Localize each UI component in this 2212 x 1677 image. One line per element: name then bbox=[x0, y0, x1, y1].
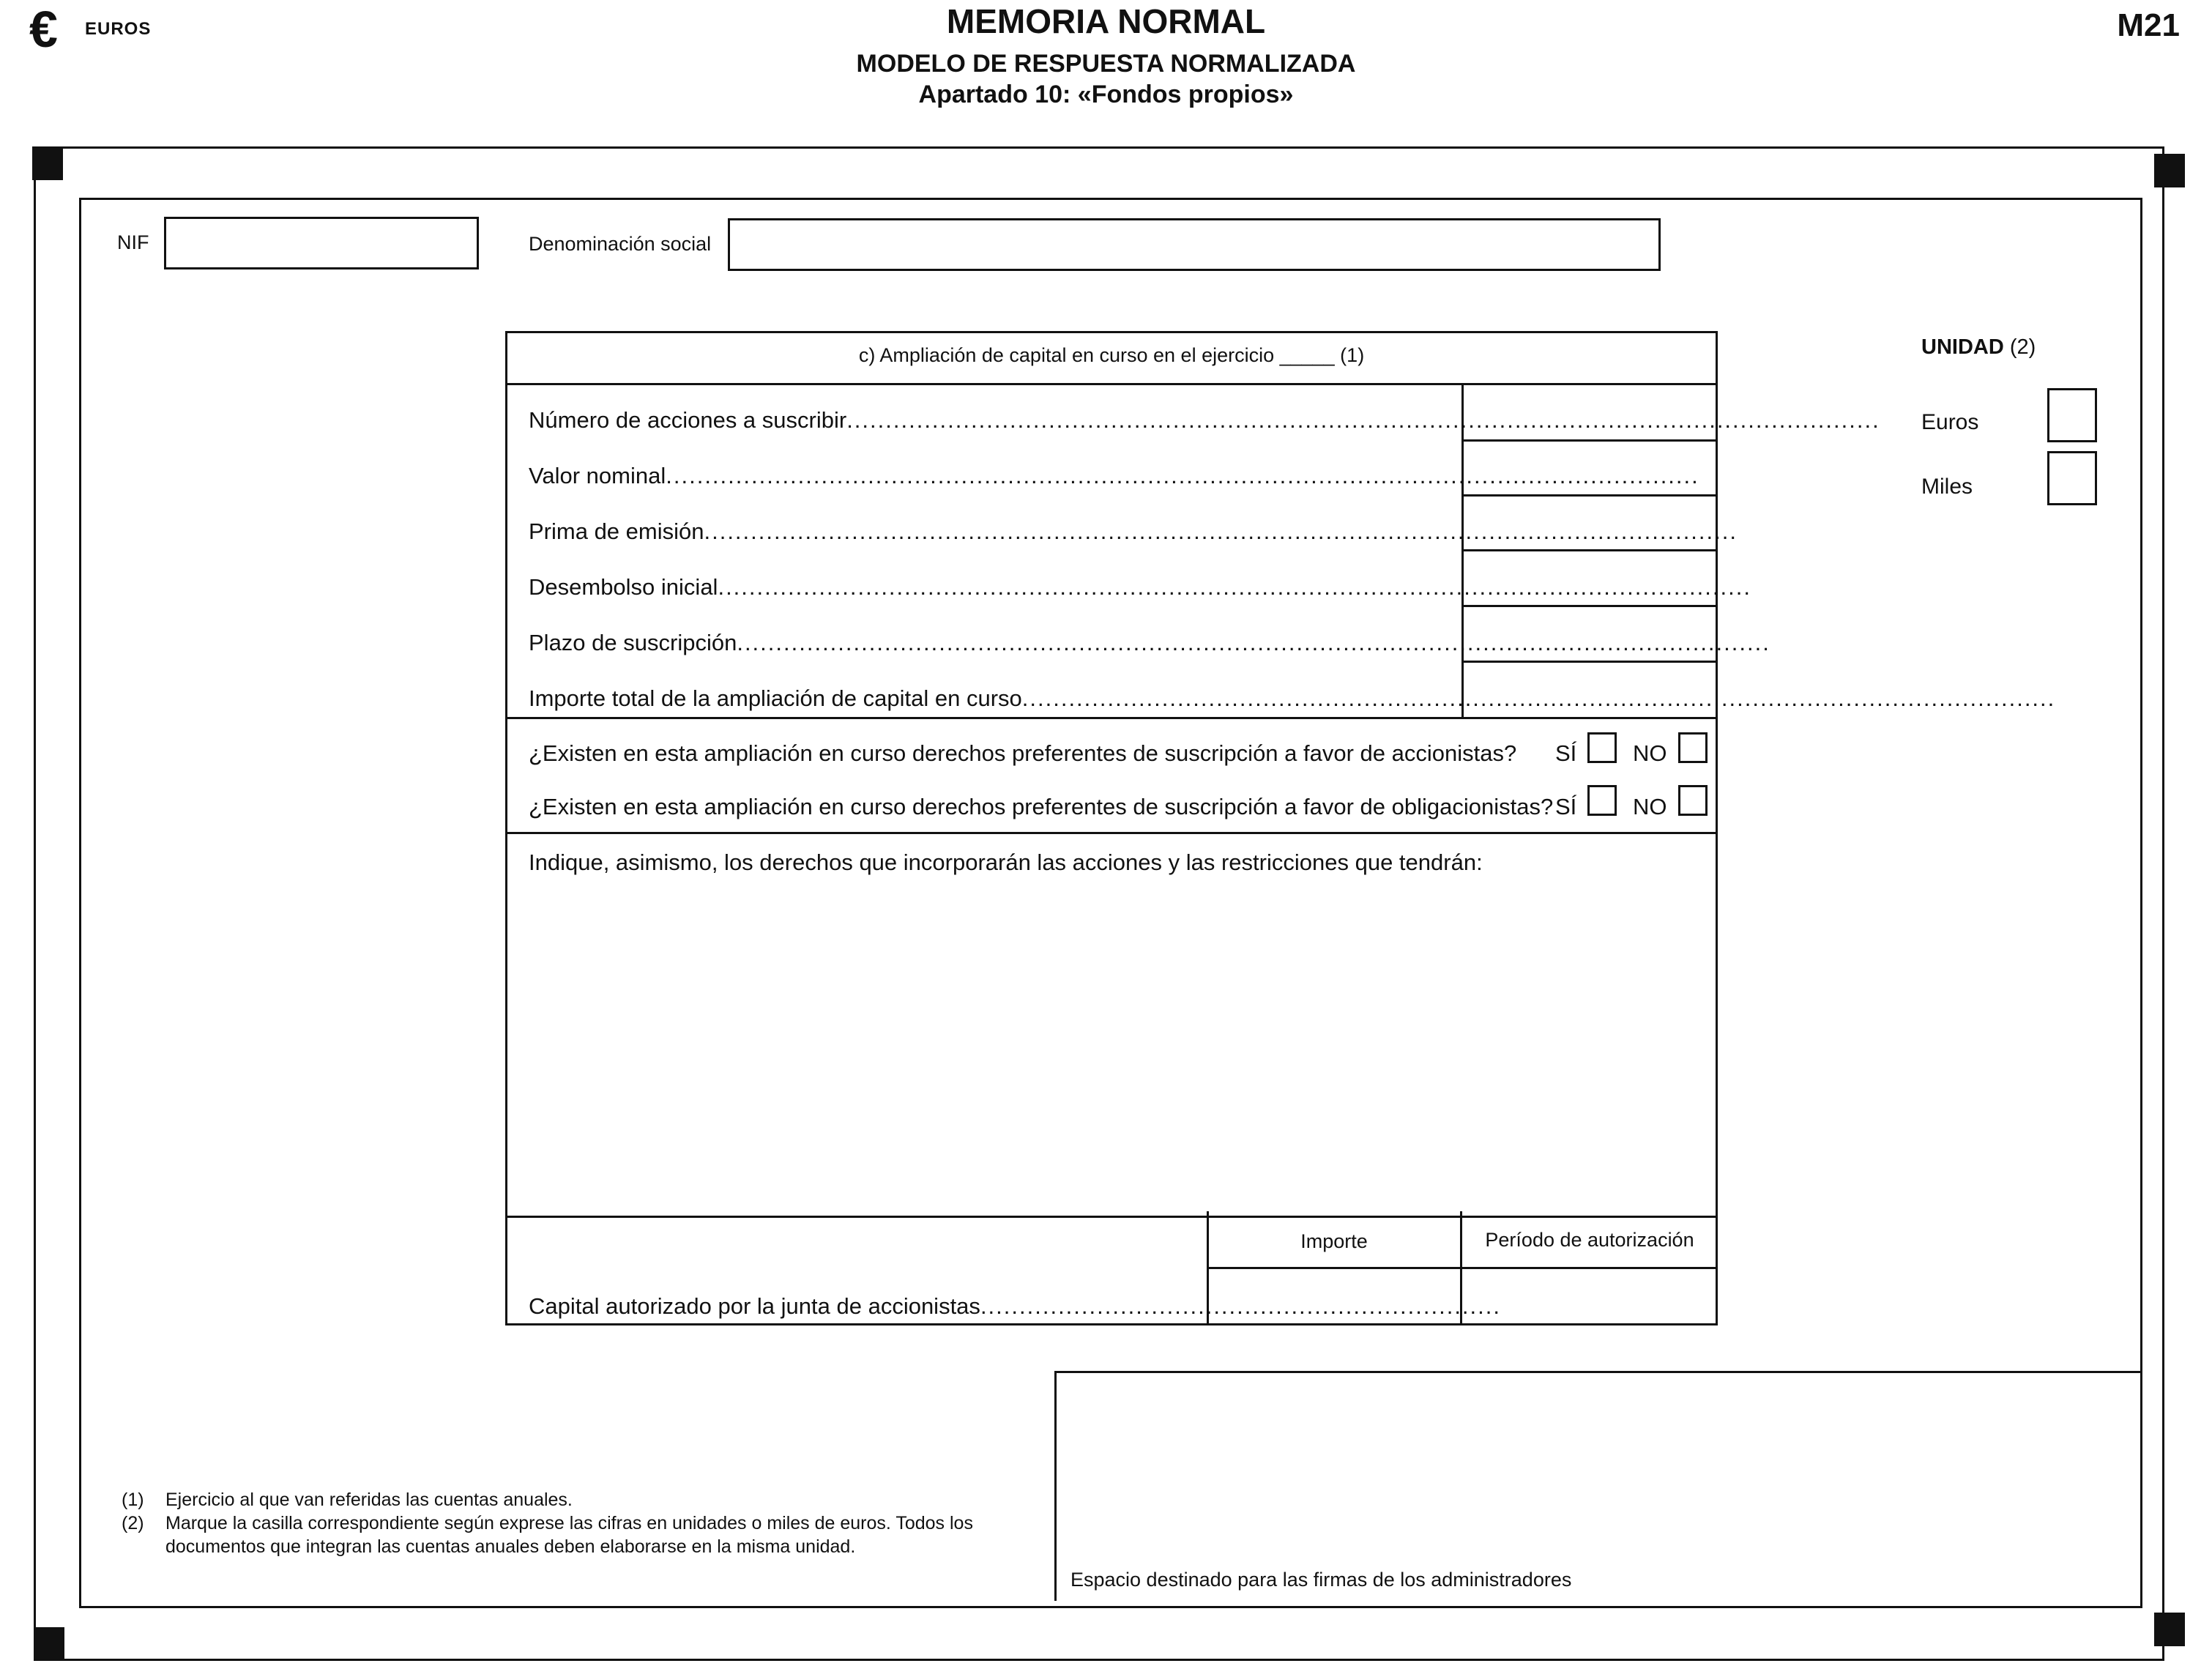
row-importe-total: Importe total de la ampliación de capital en curso..................................................................................................................................... bbox=[529, 685, 2056, 711]
footnote-1-text: Ejercicio al que van referidas las cuentas anuales. bbox=[165, 1490, 573, 1510]
checkbox-obligacionistas-no[interactable] bbox=[1678, 785, 1708, 816]
denominacion-label: Denominación social bbox=[529, 233, 712, 255]
unidad-label: UNIDAD bbox=[1921, 335, 2004, 359]
nif-field[interactable] bbox=[164, 217, 479, 269]
nif-label: NIF bbox=[117, 231, 149, 253]
unidad-title bbox=[1921, 335, 2036, 360]
unidad-miles-checkbox[interactable] bbox=[2047, 451, 2097, 505]
value-numero-acciones[interactable] bbox=[1464, 385, 1716, 438]
euro-icon: € bbox=[29, 1, 58, 58]
rights-textarea[interactable] bbox=[513, 886, 1710, 1211]
registration-mark-top-right bbox=[2154, 154, 2185, 187]
section-c-title: c) Ampliación de capital en curso en el ejercicio _____ (1) bbox=[858, 344, 1365, 366]
signatures-area[interactable] bbox=[1059, 1375, 2138, 1566]
value-prima-emision[interactable] bbox=[1464, 497, 1716, 548]
unidad-euros-label: Euros bbox=[1921, 410, 1979, 434]
divider bbox=[505, 832, 1718, 834]
col-periodo-header: Período de autorización bbox=[1485, 1229, 1694, 1251]
row-capital-autorizado: Capital autorizado por la junta de accionistas................................................................... bbox=[529, 1293, 1501, 1319]
unidad-note-ref: (2) bbox=[2009, 335, 2036, 359]
yes-label: SÍ bbox=[1555, 794, 1577, 819]
denominacion-field[interactable] bbox=[728, 218, 1661, 271]
row-plazo-suscripcion: Plazo de suscripción..................................................................................................................................... bbox=[529, 630, 1770, 655]
registration-mark-top-left bbox=[32, 146, 63, 180]
row-numero-acciones: Número de acciones a suscribir..................................................................................................................................... bbox=[529, 407, 1880, 433]
value-plazo-suscripcion[interactable] bbox=[1464, 607, 1716, 659]
divider bbox=[1054, 1371, 1057, 1601]
row-desembolso-inicial: Desembolso inicial..................................................................................................................................... bbox=[529, 574, 1751, 600]
section-title: Apartado 10: «Fondos propios» bbox=[918, 81, 1294, 108]
footnote-1-num: (1) bbox=[122, 1490, 144, 1510]
col-importe-header: Importe bbox=[1300, 1230, 1368, 1252]
registration-mark-bottom-right bbox=[2154, 1613, 2185, 1646]
footnote-2-text: Marque la casilla correspondiente según exprese las cifras en unidades o miles de euros. Todos los documentos que integran las cuentas anuales deben elaborarse en la misma unidad. bbox=[165, 1513, 973, 1557]
no-label: NO bbox=[1633, 794, 1667, 819]
checkbox-obligacionistas-si[interactable] bbox=[1587, 785, 1617, 816]
registration-mark-bottom-left bbox=[34, 1627, 64, 1661]
page-title: MEMORIA NORMAL bbox=[946, 2, 1266, 40]
question-obligacionistas: ¿Existen en esta ampliación en curso derechos preferentes de suscripción a favor de obligacionistas? bbox=[529, 794, 1554, 819]
question-accionistas: ¿Existen en esta ampliación en curso derechos preferentes de suscripción a favor de accionistas? bbox=[529, 740, 1517, 766]
value-capital-importe[interactable] bbox=[1210, 1269, 1459, 1323]
yes-label: SÍ bbox=[1555, 740, 1577, 766]
page-subtitle: MODELO DE RESPUESTA NORMALIZADA bbox=[856, 50, 1356, 78]
value-importe-total[interactable] bbox=[1464, 663, 1716, 715]
currency-label: EUROS bbox=[85, 19, 152, 39]
checkbox-accionistas-si[interactable] bbox=[1587, 732, 1617, 763]
divider bbox=[505, 717, 1718, 719]
value-desembolso-inicial[interactable] bbox=[1464, 551, 1716, 603]
value-capital-periodo[interactable] bbox=[1463, 1269, 1716, 1323]
signatures-label: Espacio destinado para las firmas de los administradores bbox=[1070, 1569, 1572, 1591]
rights-prompt: Indique, asimismo, los derechos que incorporarán las acciones y las restricciones que tendrán: bbox=[529, 849, 1483, 875]
value-valor-nominal[interactable] bbox=[1464, 442, 1716, 493]
form-code: M21 bbox=[2117, 7, 2180, 43]
divider bbox=[1054, 1371, 2142, 1373]
no-label: NO bbox=[1633, 740, 1667, 766]
checkbox-accionistas-no[interactable] bbox=[1678, 732, 1708, 763]
row-prima-emision: Prima de emisión..................................................................................................................................... bbox=[529, 518, 1738, 544]
footnote-2-num: (2) bbox=[122, 1513, 144, 1533]
divider bbox=[505, 1216, 1718, 1218]
row-valor-nominal: Valor nominal..................................................................................................................................... bbox=[529, 463, 1699, 488]
unidad-miles-label: Miles bbox=[1921, 475, 1973, 499]
unidad-euros-checkbox[interactable] bbox=[2047, 388, 2097, 442]
